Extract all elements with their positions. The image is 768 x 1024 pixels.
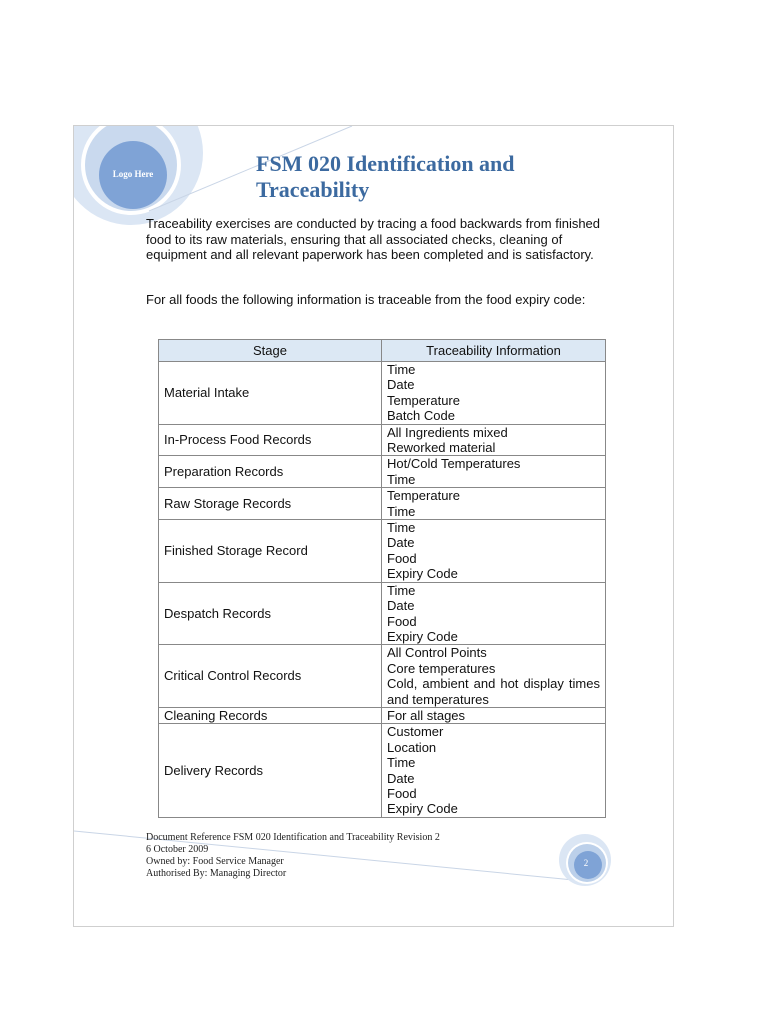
info-cell: [382, 707, 606, 723]
info-cell: [382, 424, 606, 456]
info-line: Expiry Code: [387, 801, 458, 817]
table-row: [159, 488, 606, 520]
title-line-2: Traceability: [256, 177, 370, 202]
intro-paragraph: Traceability exercises are conducted by tracing a food backwards from finished food to its raw materials, ensuring that all associated checks, cleaning of equipment and all relevant paperwork has been completed and is satisfactory.: [146, 216, 601, 262]
stage-cell: Finished Storage Record: [159, 520, 382, 583]
info-line: Hot/Cold Temperatures: [387, 456, 521, 472]
table-row: [159, 456, 606, 488]
table-row: [159, 645, 606, 708]
info-line: All Ingredients mixed: [387, 424, 508, 440]
info-line: Date: [387, 770, 415, 786]
info-line: Cold, ambient and hot display times and temperatures: [387, 676, 600, 707]
info-line: Time: [387, 503, 416, 519]
info-line: For all stages: [387, 707, 466, 723]
table-header-row: [159, 340, 606, 362]
info-line: Expiry Code: [387, 566, 458, 582]
info-line: Expiry Code: [387, 628, 458, 644]
table-row: [159, 520, 606, 583]
info-line: Food: [387, 785, 417, 801]
info-line: Food: [387, 613, 417, 629]
traceability-table: [158, 339, 606, 818]
footer-owner: Owned by: Food Service Manager: [146, 856, 284, 867]
stage-cell: Material Intake: [159, 362, 382, 425]
stage-cell: In-Process Food Records: [159, 424, 382, 456]
table-row: [159, 362, 606, 425]
info-line: Date: [387, 535, 415, 551]
stage-cell: Critical Control Records: [159, 645, 382, 708]
info-cell: [382, 362, 606, 425]
stage-cell: Delivery Records: [159, 724, 382, 817]
column-header-stage: Stage: [159, 340, 382, 362]
info-cell: [382, 488, 606, 520]
info-line: Batch Code: [387, 408, 455, 424]
info-line: Temperature: [387, 392, 460, 408]
stage-cell: Cleaning Records: [159, 707, 382, 723]
page-number: 2: [583, 858, 589, 868]
document-footer: [146, 832, 440, 880]
info-line: Temperature: [387, 488, 460, 504]
column-header-info: Traceability Information: [382, 340, 606, 362]
info-cell: [382, 582, 606, 645]
info-line: Reworked material: [387, 440, 496, 456]
info-line: Food: [387, 550, 417, 566]
info-line: Time: [387, 362, 416, 377]
stage-cell: Preparation Records: [159, 456, 382, 488]
info-line: Time: [387, 755, 416, 771]
footer-document-reference: Document Reference FSM 020 Identification and Traceability Revision 2: [146, 832, 440, 843]
table-row: [159, 582, 606, 645]
info-cell: [382, 520, 606, 583]
info-line: Time: [387, 471, 416, 487]
info-line: Core temperatures: [387, 660, 496, 676]
info-line: Date: [387, 598, 415, 614]
info-line: Location: [387, 739, 437, 755]
stage-cell: Despatch Records: [159, 582, 382, 645]
info-line: Date: [387, 377, 415, 393]
footer-authoriser: Authorised By: Managing Director: [146, 868, 287, 879]
title-line-1: FSM 020 Identification and: [256, 151, 515, 176]
stage-cell: Raw Storage Records: [159, 488, 382, 520]
info-cell: [382, 456, 606, 488]
info-cell: [382, 724, 606, 817]
info-line: Time: [387, 520, 416, 536]
info-cell: [382, 645, 606, 708]
page-title: [256, 151, 636, 203]
table-row: [159, 424, 606, 456]
info-line: Customer: [387, 724, 444, 740]
info-line: All Control Points: [387, 645, 487, 661]
traceable-info-paragraph: For all foods the following information is traceable from the food expiry code:: [146, 292, 586, 307]
info-line: Time: [387, 582, 416, 598]
footer-date: 6 October 2009: [146, 844, 209, 855]
table-row: [159, 707, 606, 723]
logo-placeholder: Logo Here: [112, 169, 154, 179]
table-row: [159, 724, 606, 817]
